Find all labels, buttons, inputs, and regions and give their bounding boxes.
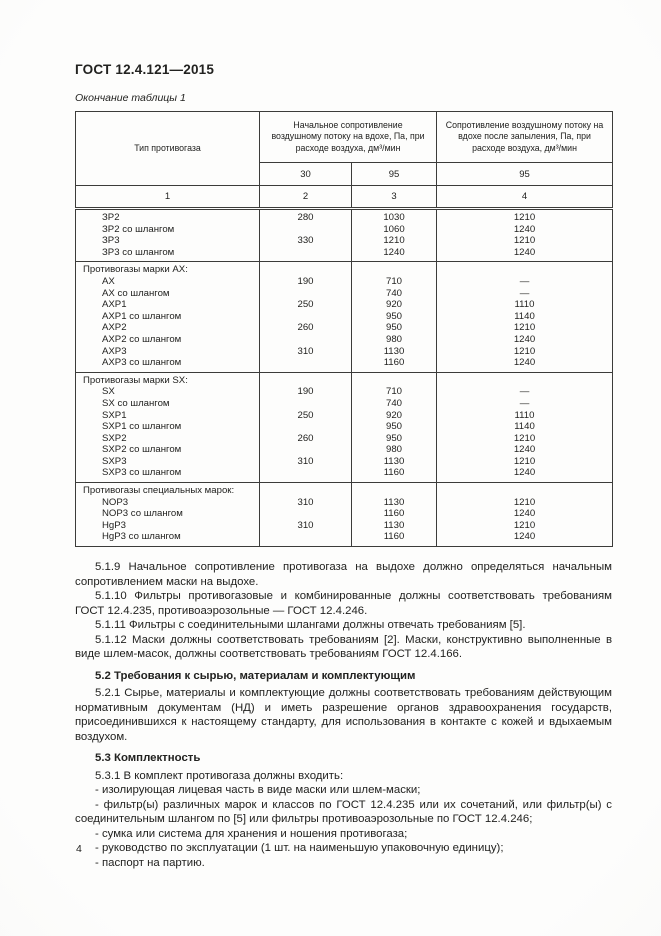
table-line: SXP1 bbox=[102, 409, 127, 421]
table-line: 250 bbox=[297, 409, 314, 421]
table-line: 280 bbox=[297, 212, 314, 223]
cell-type bbox=[76, 372, 260, 482]
table-line bbox=[260, 398, 351, 410]
table-line bbox=[437, 264, 612, 276]
table-line bbox=[260, 264, 351, 276]
list-item: - фильтр(ы) различных марок и классов по ГОСТ 12.4.235 или их сочетаний, или фильтр(ы) с соединительным шлангом по [5] или фильтры противоаэрозольные по ГОСТ 12.4.246; bbox=[75, 798, 612, 826]
resistance-table-header bbox=[76, 112, 613, 209]
resistance-table-body bbox=[76, 209, 613, 547]
table-section-row bbox=[76, 262, 613, 372]
table-line: ЗР2 со шлангом bbox=[102, 223, 175, 235]
table-line bbox=[260, 311, 351, 323]
table-line: 310 bbox=[297, 519, 314, 531]
paragraph: 5.1.10 Фильтры противогазовые и комбинированные должны соответствовать требованиям ГОСТ 12.4.235, противоаэрозольные — ГОСТ 12.4.246. bbox=[75, 590, 612, 617]
table-line: 1060 bbox=[383, 223, 405, 235]
table-line: SXP1 со шлангом bbox=[102, 421, 182, 433]
resistance-table bbox=[75, 111, 613, 547]
table-line: 1240 bbox=[513, 467, 536, 479]
table-line: 1160 bbox=[383, 531, 405, 543]
table-line: 1240 bbox=[513, 357, 536, 369]
table-line: 740 bbox=[386, 397, 403, 409]
table-line bbox=[260, 357, 351, 369]
table-section-row bbox=[76, 209, 613, 262]
table-line: 1130 bbox=[383, 496, 405, 508]
table-line: АХ со шлангом bbox=[102, 287, 170, 299]
table-line: 710 bbox=[386, 386, 403, 398]
table-line: SX bbox=[102, 386, 115, 398]
col-number-2: 2 bbox=[260, 186, 352, 209]
table-line: 1130 bbox=[383, 455, 405, 467]
table-line: HgP3 со шлангом bbox=[102, 531, 181, 543]
table-line bbox=[260, 288, 351, 300]
cell-flow-30 bbox=[260, 262, 352, 372]
table-line bbox=[260, 247, 351, 259]
table-line: 1210 bbox=[513, 496, 536, 508]
section-heading: 5.3 Комплектность bbox=[95, 752, 201, 765]
col-subheader-flow-30: 30 bbox=[260, 163, 352, 186]
table-line bbox=[260, 224, 351, 236]
table-line bbox=[260, 508, 351, 520]
table-line: 1240 bbox=[513, 531, 536, 543]
col-subheader-flow-95-dust: 95 bbox=[437, 163, 613, 186]
table-line: ЗР3 со шлангом bbox=[102, 246, 175, 258]
table-line: SXP3 bbox=[102, 455, 127, 467]
table-line: 1140 bbox=[514, 421, 535, 433]
table-line bbox=[352, 264, 436, 276]
table-line: HgP3 bbox=[102, 519, 126, 531]
table-line: — bbox=[519, 287, 530, 299]
table-line: 1240 bbox=[513, 333, 536, 345]
body-text bbox=[75, 560, 612, 870]
table-line: АХР3 bbox=[102, 345, 127, 357]
cell-flow-95 bbox=[352, 262, 437, 372]
table-line bbox=[260, 467, 351, 479]
table-line: АХР3 со шлангом bbox=[102, 357, 182, 369]
list-item: - изолирующая лицевая часть в виде маски или шлем-маски; bbox=[95, 784, 421, 797]
table-line bbox=[352, 485, 436, 497]
table-section-row bbox=[76, 372, 613, 482]
table-line bbox=[260, 421, 351, 433]
table-line: АХР1 со шлангом bbox=[102, 310, 182, 322]
table-line: 1140 bbox=[514, 310, 535, 322]
cell-flow-30 bbox=[260, 209, 352, 262]
table-line: 1210 bbox=[513, 519, 536, 531]
table-line: — bbox=[519, 386, 530, 398]
cell-flow-95 bbox=[352, 209, 437, 262]
cell-after-dust bbox=[437, 372, 613, 482]
table-line: 1240 bbox=[513, 444, 536, 456]
table-line: 1210 bbox=[383, 235, 405, 247]
table-line: 1240 bbox=[383, 246, 405, 258]
page-content bbox=[75, 0, 612, 870]
table-line: 1160 bbox=[383, 357, 405, 369]
paragraph: 5.1.11 Фильтры с соединительными шлангами должны отвечать требованиям [5]. bbox=[95, 619, 526, 632]
table-line: АХ bbox=[102, 275, 115, 287]
table-line: Противогазы специальных марок: bbox=[83, 485, 235, 497]
table-line: 1130 bbox=[383, 519, 405, 531]
cell-flow-95 bbox=[352, 372, 437, 482]
cell-type bbox=[76, 209, 260, 262]
table-line: SXP2 bbox=[102, 432, 127, 444]
table-line bbox=[260, 485, 351, 497]
table-line: 950 bbox=[386, 421, 403, 433]
section-heading: 5.2 Требования к сырью, материалам и комплектующим bbox=[95, 669, 416, 682]
table-line: 1240 bbox=[513, 223, 536, 235]
doc-number: ГОСТ 12.4.121—2015 bbox=[75, 62, 215, 77]
table-line: АХР1 bbox=[102, 299, 127, 311]
table-line: 310 bbox=[297, 496, 314, 508]
table-line bbox=[352, 375, 436, 387]
table-line: 950 bbox=[386, 432, 403, 444]
table-line bbox=[260, 444, 351, 456]
table-line: — bbox=[519, 397, 530, 409]
table-section-row bbox=[76, 483, 613, 547]
paragraph: 5.1.9 Начальное сопротивление противогаза на выдохе должно определяться начальным сопротивлением маски на выдохе. bbox=[75, 561, 612, 588]
table-line: 1240 bbox=[513, 508, 536, 520]
cell-after-dust bbox=[437, 483, 613, 547]
cell-flow-30 bbox=[260, 483, 352, 547]
paragraph: 5.1.12 Маски должны соответствовать требованиям [2]. Маски, конструктивно выполненные в виде шлем-масок, должны соответствовать требованиям ГОСТ 12.4.166. bbox=[75, 633, 612, 661]
table-line bbox=[437, 485, 612, 497]
table-line: 260 bbox=[297, 322, 314, 334]
table-line: 1210 bbox=[513, 322, 536, 334]
table-line: 190 bbox=[297, 275, 314, 287]
cell-after-dust bbox=[437, 209, 613, 262]
table-caption: Окончание таблицы 1 bbox=[75, 92, 186, 104]
table-line: Противогазы марки SX: bbox=[83, 374, 188, 386]
table-line bbox=[437, 375, 612, 387]
col-number-1: 1 bbox=[76, 186, 260, 209]
table-line: ЗР3 bbox=[102, 235, 120, 247]
cell-flow-95 bbox=[352, 483, 437, 547]
table-line: 1240 bbox=[513, 246, 536, 258]
table-line: 920 bbox=[386, 409, 403, 421]
paragraph: 5.2.1 Сырье, материалы и комплектующие должны соответствовать требованиям действующим нормативным документам (НД) и иметь разрешение органов здравоохранения государств, присоединившихся к настоящему стандарту, для использования в контакте с кожей и вдыхаемым воздухом. bbox=[75, 687, 612, 743]
table-line: NOP3 bbox=[102, 496, 129, 508]
table-line: 1210 bbox=[513, 345, 536, 357]
table-line: 190 bbox=[297, 386, 314, 398]
page-number: 4 bbox=[76, 843, 82, 855]
table-line: 1210 bbox=[513, 455, 536, 467]
table-line: SX со шлангом bbox=[102, 397, 170, 409]
list-item: - руководство по эксплуатации (1 шт. на наименьшую упаковочную единицу); bbox=[95, 842, 504, 855]
col-header-type: Тип противогаза bbox=[76, 112, 260, 186]
table-line: 1110 bbox=[514, 409, 535, 421]
paragraph: 5.3.1 В комплект противогаза должны входить: bbox=[95, 769, 344, 782]
col-number-3: 3 bbox=[352, 186, 437, 209]
table-line: 1160 bbox=[383, 508, 405, 520]
cell-after-dust bbox=[437, 262, 613, 372]
table-line: 950 bbox=[386, 310, 403, 322]
col-number-4: 4 bbox=[437, 186, 613, 209]
cell-flow-30 bbox=[260, 372, 352, 482]
table-line bbox=[260, 531, 351, 543]
table-line: — bbox=[519, 275, 530, 287]
table-line: АХР2 со шлангом bbox=[102, 333, 182, 345]
table-line: 1210 bbox=[513, 235, 536, 247]
table-line: 1110 bbox=[514, 299, 535, 311]
table-line: 250 bbox=[297, 299, 314, 311]
table-line bbox=[260, 375, 351, 387]
table-line: 310 bbox=[297, 345, 314, 357]
table-line: 330 bbox=[297, 235, 314, 247]
table-line: 740 bbox=[386, 287, 403, 299]
table-line: 1130 bbox=[383, 345, 405, 357]
cell-type bbox=[76, 483, 260, 547]
table-line: 980 bbox=[386, 444, 403, 456]
table-line: ЗР2 bbox=[102, 212, 120, 223]
table-line: NOP3 со шлангом bbox=[102, 508, 183, 520]
table-line: SXP3 со шлангом bbox=[102, 467, 182, 479]
table-line: Противогазы марки АХ: bbox=[83, 264, 188, 276]
list-item: - сумка или система для хранения и ношения противогаза; bbox=[95, 827, 408, 840]
col-header-after-dust-resistance: Сопротивление воздушному потоку на вдохе после запыления, Па, при расходе воздуха, дм³/мин bbox=[437, 112, 613, 163]
table-line: SXP2 со шлангом bbox=[102, 444, 182, 456]
table-line: 950 bbox=[386, 322, 403, 334]
table-line: 710 bbox=[386, 275, 403, 287]
table-line: 980 bbox=[386, 333, 403, 345]
table-line bbox=[260, 334, 351, 346]
col-header-inhale-resistance: Начальное сопротивление воздушному потоку на вдохе, Па, при расходе воздуха, дм³/мин bbox=[260, 112, 437, 163]
col-subheader-flow-95: 95 bbox=[352, 163, 437, 186]
table-line: 1210 bbox=[513, 432, 536, 444]
table-line: 920 bbox=[386, 299, 403, 311]
table-line: 1210 bbox=[513, 212, 536, 223]
table-line: 1160 bbox=[383, 467, 405, 479]
list-item: - паспорт на партию. bbox=[95, 856, 205, 869]
table-line: АХР2 bbox=[102, 322, 127, 334]
cell-type bbox=[76, 262, 260, 372]
table-line: 310 bbox=[297, 455, 314, 467]
table-line: 260 bbox=[297, 432, 314, 444]
table-line: 1030 bbox=[383, 212, 405, 223]
